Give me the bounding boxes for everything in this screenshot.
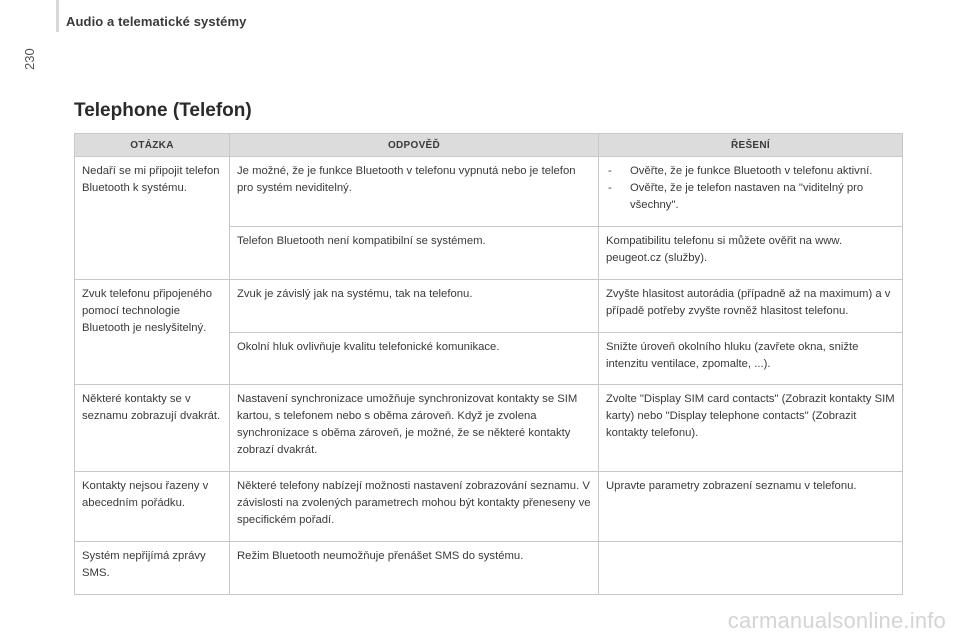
solution-cell: Kompatibilitu telefonu si můžete ověřit na www. peugeot.cz (služby). (599, 226, 903, 279)
solution-cell (599, 542, 903, 595)
solution-list (606, 163, 896, 214)
table-row (75, 385, 903, 472)
question-cell: Některé kontakty se v seznamu zobrazují dvakrát. (75, 385, 230, 472)
answer-cell: Okolní hluk ovlivňuje kvalitu telefonické komunikace. (230, 332, 599, 385)
solution-cell: Zvolte "Display SIM card contacts" (Zobrazit kontakty SIM karty) nebo "Display telephone contacts" (Zobrazit kontakty telefonu). (599, 385, 903, 472)
question-cell: Systém nepřijímá zprávy SMS. (75, 542, 230, 595)
solution-cell: Upravte parametry zobrazení seznamu v telefonu. (599, 472, 903, 542)
solution-list-item: - Ověřte, že je telefon nastaven na "viditelný pro všechny". (606, 180, 896, 214)
chapter-title: Audio a telematické systémy (66, 14, 247, 29)
section-title: Telephone (Telefon) (74, 100, 252, 121)
answer-cell: Zvuk je závislý jak na systému, tak na telefonu. (230, 279, 599, 332)
solution-cell: Zvyšte hlasitost autorádia (případně až na maximum) a v případě potřeby zvyšte rovněž hlasitost telefonu. (599, 279, 903, 332)
page-number: 230 (22, 48, 37, 70)
answer-cell: Režim Bluetooth neumožňuje přenášet SMS do systému. (230, 542, 599, 595)
table-row (75, 279, 903, 332)
solution-cell: Snižte úroveň okolního hluku (zavřete okna, snižte intenzitu ventilace, zpomalte, ...). (599, 332, 903, 385)
table-header-row (75, 134, 903, 157)
answer-cell: Některé telefony nabízejí možnosti nastavení zobrazování seznamu. V závislosti na zvolených parametrech mohou být kontakty přeneseny ve specifickém pořadí. (230, 472, 599, 542)
answer-cell: Je možné, že je funkce Bluetooth v telefonu vypnutá nebo je telefon pro systém neviditelný. (230, 157, 599, 227)
answer-cell: Nastavení synchronizace umožňuje synchronizovat kontakty se SIM kartou, s telefonem nebo s oběma zároveň. Když je zvolena synchronizace s oběma zároveň, je možné, že se některé kontakty zobrazí dvakrát. (230, 385, 599, 472)
column-header-question: OTÁZKA (75, 134, 230, 157)
question-cell: Nedaří se mi připojit telefon Bluetooth k systému. (75, 157, 230, 280)
question-cell: Zvuk telefonu připojeného pomocí technologie Bluetooth je neslyšitelný. (75, 279, 230, 385)
answer-cell: Telefon Bluetooth není kompatibilní se systémem. (230, 226, 599, 279)
solution-list-item: - Ověřte, že je funkce Bluetooth v telefonu aktivní. (606, 163, 896, 180)
faq-table (74, 133, 903, 595)
table-row (75, 472, 903, 542)
table-row (75, 542, 903, 595)
question-cell: Kontakty nejsou řazeny v abecedním pořádku. (75, 472, 230, 542)
column-header-solution: ŘEŠENÍ (599, 134, 903, 157)
watermark: carmanualsonline.info (727, 608, 946, 633)
column-header-answer: ODPOVĚĎ (230, 134, 599, 157)
header-accent-bar (56, 0, 59, 32)
table-row (75, 157, 903, 227)
solution-cell (599, 157, 903, 227)
